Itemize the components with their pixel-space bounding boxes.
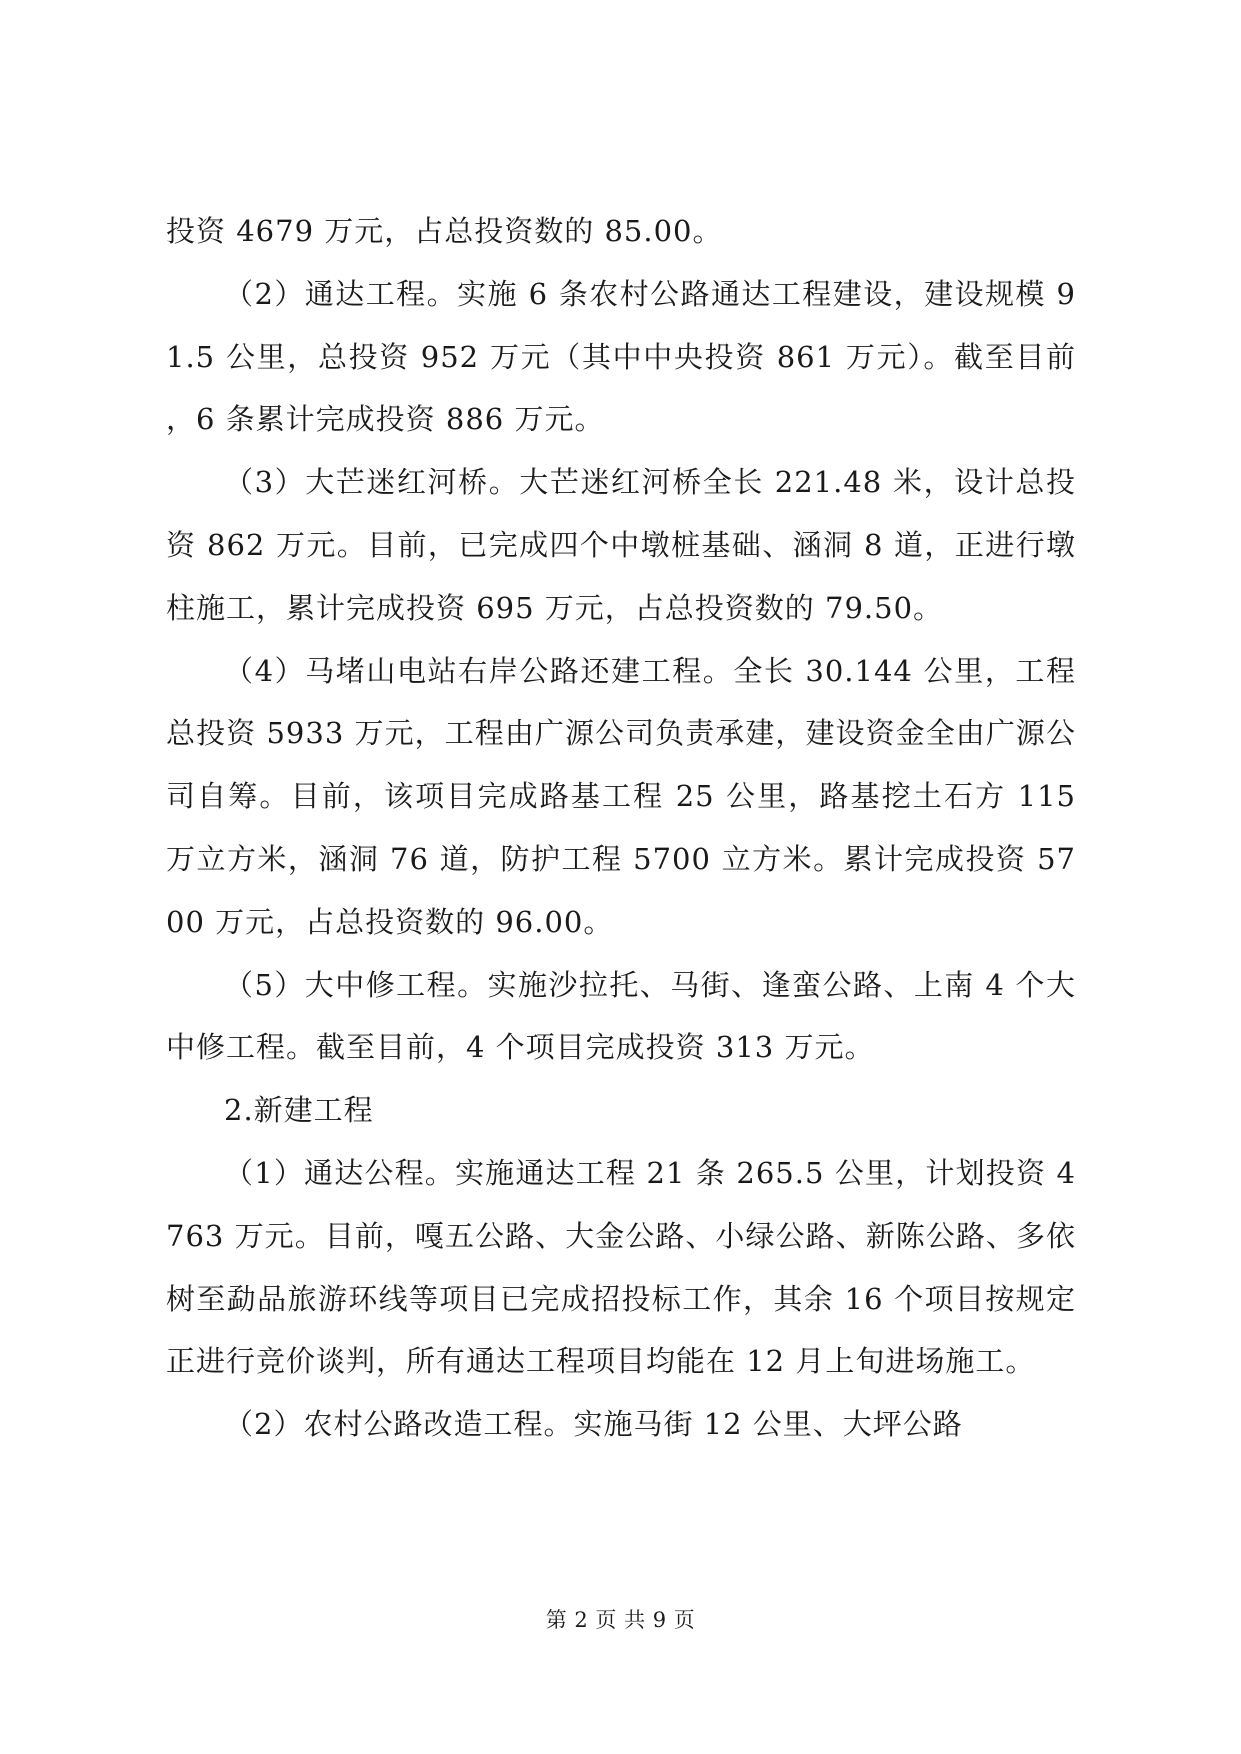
page-number-footer: 第 2 页 共 9 页 [545, 1608, 696, 1632]
body-text [166, 200, 1076, 1456]
paragraph-continuation: 投资 4679 万元，占总投资数的 85.00。 [166, 214, 723, 248]
paragraph-major-repair: （5）大中修工程。实施沙拉托、马街、逢蛮公路、上南 4 个大中修工程。截至目前，4 个项目完成投资 313 万元。 [166, 967, 1076, 1065]
section-heading-new-projects: 2.新建工程 [224, 1093, 374, 1128]
paragraph-rural-road-upgrade: （2）农村公路改造工程。实施马街 12 公里、大坪公路 [224, 1407, 963, 1442]
paragraph-tongda-project: （2）通达工程。实施 6 条农村公路通达工程建设，建设规模 91.5 公里，总投资 952 万元（其中中央投资 861 万元）。截至目前，6 条累计完成投资 886 万元。 [166, 276, 1076, 437]
paragraph-madushan-road: （4）马堵山电站右岸公路还建工程。全长 30.144 公里，工程总投资 5933 万元，工程由广源公司负责承建，建设资金全由广源公司自筹。目前，该项目完成路基工程 25 公里，路基挖土石方 115 万立方米，涵洞 76 道，防护工程 5700 立方米。累计完成投资 5700 万元，占总投资数的 96.00。 [166, 653, 1076, 939]
paragraph-tongda-new: （1）通达公程。实施通达工程 21 条 265.5 公里，计划投资 4763 万元。目前，嘎五公路、大金公路、小绿公路、新陈公路、多依树至勐品旅游环线等项目已完成招投标工作，其余 16 个项目按规定正进行竞价谈判，所有通达工程项目均能在 12 月上旬进场施工。 [166, 1155, 1076, 1379]
paragraph-damangmi-bridge: （3）大芒迷红河桥。大芒迷红河桥全长 221.48 米，设计总投资 862 万元。目前，已完成四个中墩桩基础、涵洞 8 道，正进行墩柱施工，累计完成投资 695 万元，占总投资数的 79.50。 [166, 465, 1076, 625]
